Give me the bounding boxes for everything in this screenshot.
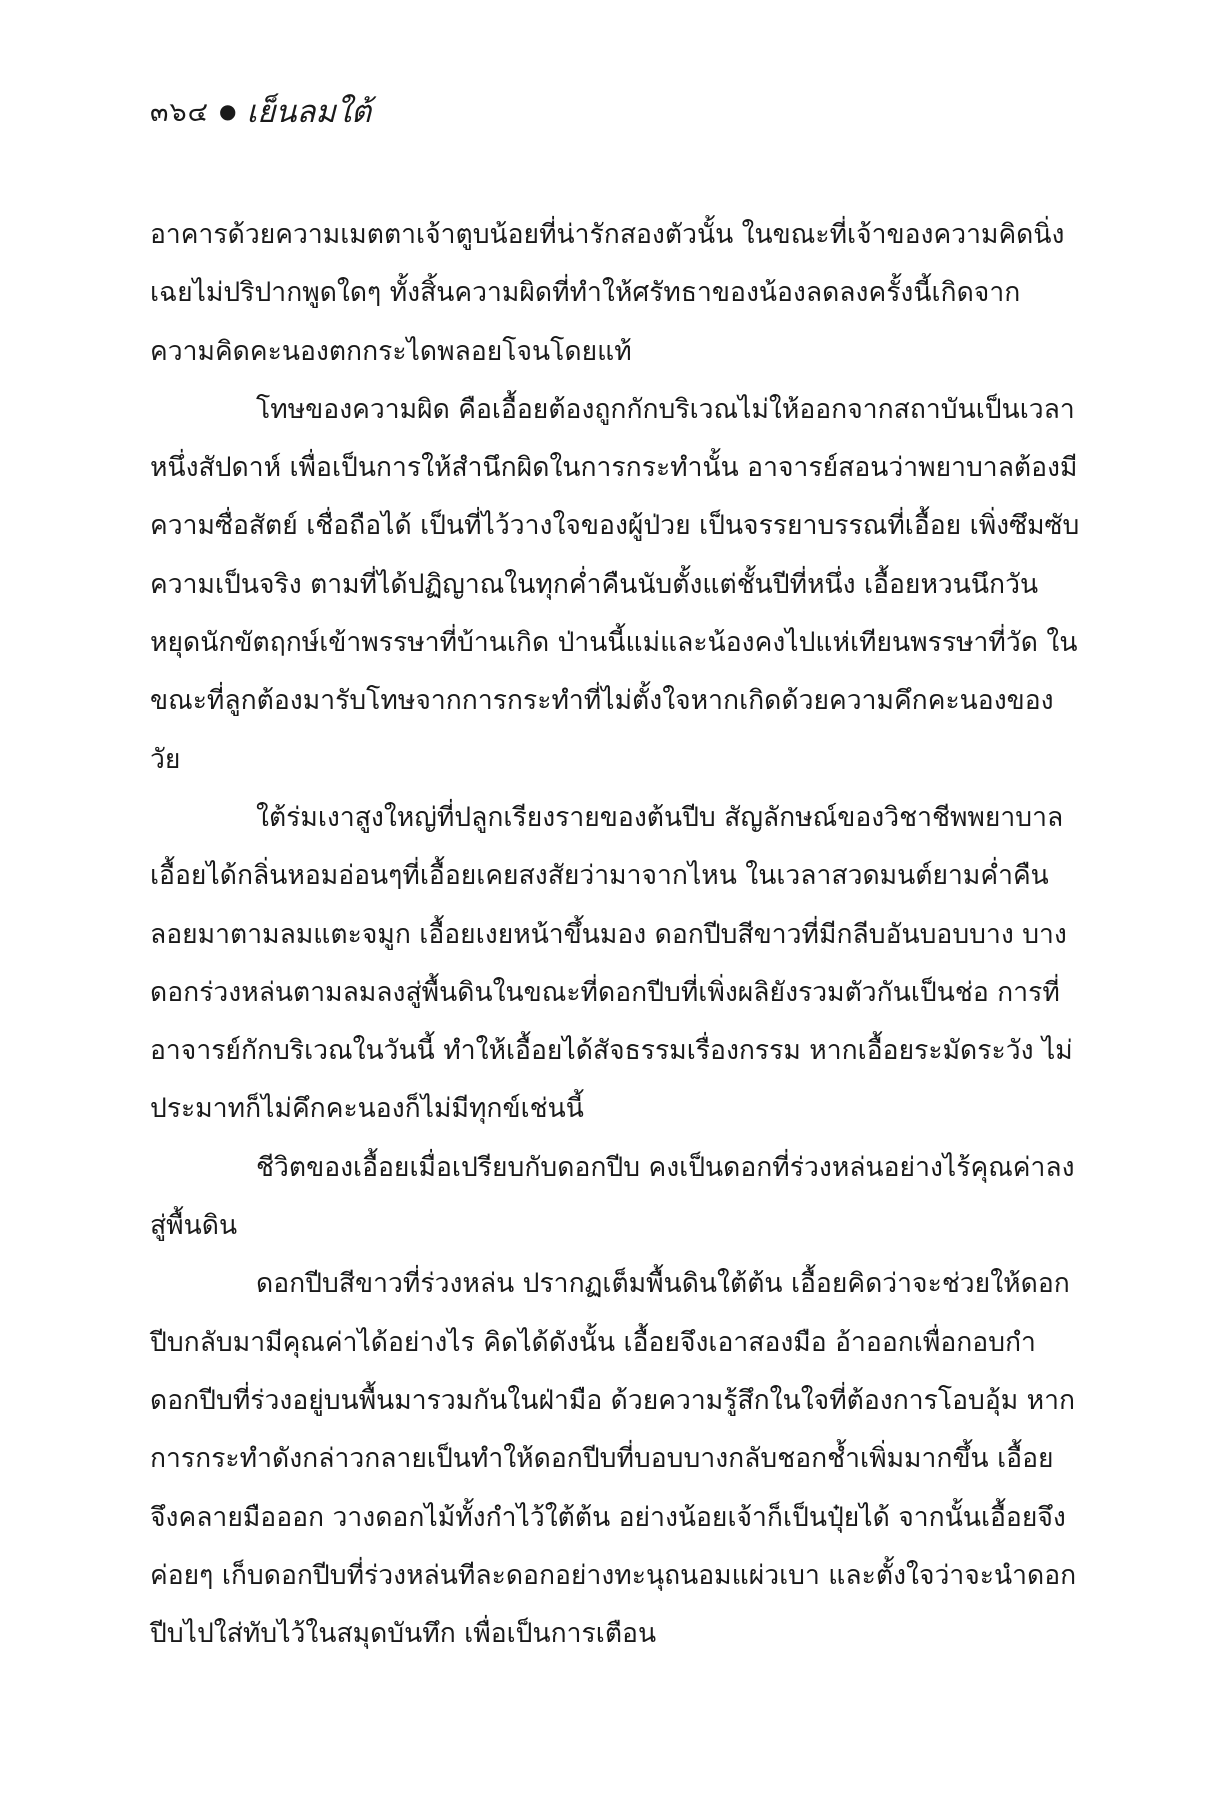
- paragraph: อาคารด้วยความเมตตาเจ้าตูบน้อยที่น่ารักสองตัวนั้น ในขณะที่เจ้าของความคิดนิ่งเฉยไม่ปริปากพูดใดๆ ทั้งสิ้นความผิดที่ทำให้ศรัทธาของน้องลดลงครั้งนี้เกิดจากความคิดคะนองตกกระไดพลอยโจนโดยแท้: [150, 219, 1065, 367]
- bullet-separator: ●: [219, 99, 237, 123]
- page-number: ๓๖๔: [150, 96, 210, 128]
- running-header: [150, 86, 371, 136]
- paragraph: ใต้ร่มเงาสูงใหญ่ที่ปลูกเรียงรายของต้นปีบ สัญลักษณ์ของวิชาชีพพยาบาล เอื้อยได้กลิ่นหอมอ่อนๆที่เอื้อยเคยสงสัยว่ามาจากไหน ในเวลาสวดมนต์ยามค่ำคืน ลอยมาตามลมแตะจมูก เอื้อยเงยหน้าขึ้นมอง ดอกปีบสีขาวที่มีกลีบอันบอบบาง บางดอกร่วงหล่นตามลมลงสู่พื้นดินในขณะที่ดอกปีบที่เพิ่งผลิยังรวมตัวกันเป็นช่อ การที่อาจารย์กักบริเวณในวันนี้ ทำให้เอื้อยได้สัจธรรมเรื่องกรรม หากเอื้อยระมัดระวัง ไม่ประมาทก็ไม่คึกคะนองก็ไม่มีทุกข์เช่นนี้: [150, 801, 1073, 1125]
- paragraph: ชีวิตของเอื้อยเมื่อเปรียบกับดอกปีบ คงเป็นดอกที่ร่วงหล่นอย่างไร้คุณค่าลงสู่พื้นดิน: [150, 1151, 1075, 1242]
- book-title: เย็นลมใต้: [246, 94, 372, 130]
- paragraph: ดอกปีบสีขาวที่ร่วงหล่น ปรากฏเต็มพื้นดินใต้ต้น เอื้อยคิดว่าจะช่วยให้ดอกปีบกลับมามีคุณค่าได้อย่างไร คิดได้ดังนั้น เอื้อยจึงเอาสองมือ อ้าออกเพื่อกอบกำดอกปีบที่ร่วงอยู่บนพื้นมารวมกันในฝ่ามือ ด้วยความรู้สึกในใจที่ต้องการโอบอุ้ม หากการกระทำดังกล่าวกลายเป็นทำให้ดอกปีบที่บอบบางกลับชอกช้ำเพิ่มมากขึ้น เอื้อยจึงคลายมือออก วางดอกไม้ทั้งกำไว้ใต้ต้น อย่างน้อยเจ้าก็เป็นปุ๋ยได้ จากนั้นเอื้อยจึงค่อยๆ เก็บดอกปีบที่ร่วงหล่นทีละดอกอย่างทะนุถนอมแผ่วเบา และตั้งใจว่าจะนำดอกปีบไปใส่ทับไว้ในสมุดบันทึก เพื่อเป็นการเตือน: [150, 1268, 1077, 1650]
- paragraph: โทษของความผิด คือเอื้อยต้องถูกกักบริเวณไม่ให้ออกจากสถาบันเป็นเวลาหนึ่งสัปดาห์ เพื่อเป็นการให้สำนึกผิดในการกระทำนั้น อาจารย์สอนว่าพยาบาลต้องมีความซื่อสัตย์ เชื่อถือได้ เป็นที่ไว้วางใจของผู้ป่วย เป็นจรรยาบรรณที่เอื้อย เพิ่งซึมซับความเป็นจริง ตามที่ได้ปฏิญาณในทุกค่ำคืนนับตั้งแต่ชั้นปีที่หนึ่ง เอื้อยหวนนึกวันหยุดนักขัตฤกษ์เข้าพรรษาที่บ้านเกิด ป่านนี้แม่และน้องคงไปแห่เทียนพรรษาที่วัด ในขณะที่ลูกต้องมารับโทษจากการกระทำที่ไม่ตั้งใจหากเกิดด้วยความคึกคะนองของวัย: [150, 393, 1080, 775]
- body-text: [150, 206, 1080, 1663]
